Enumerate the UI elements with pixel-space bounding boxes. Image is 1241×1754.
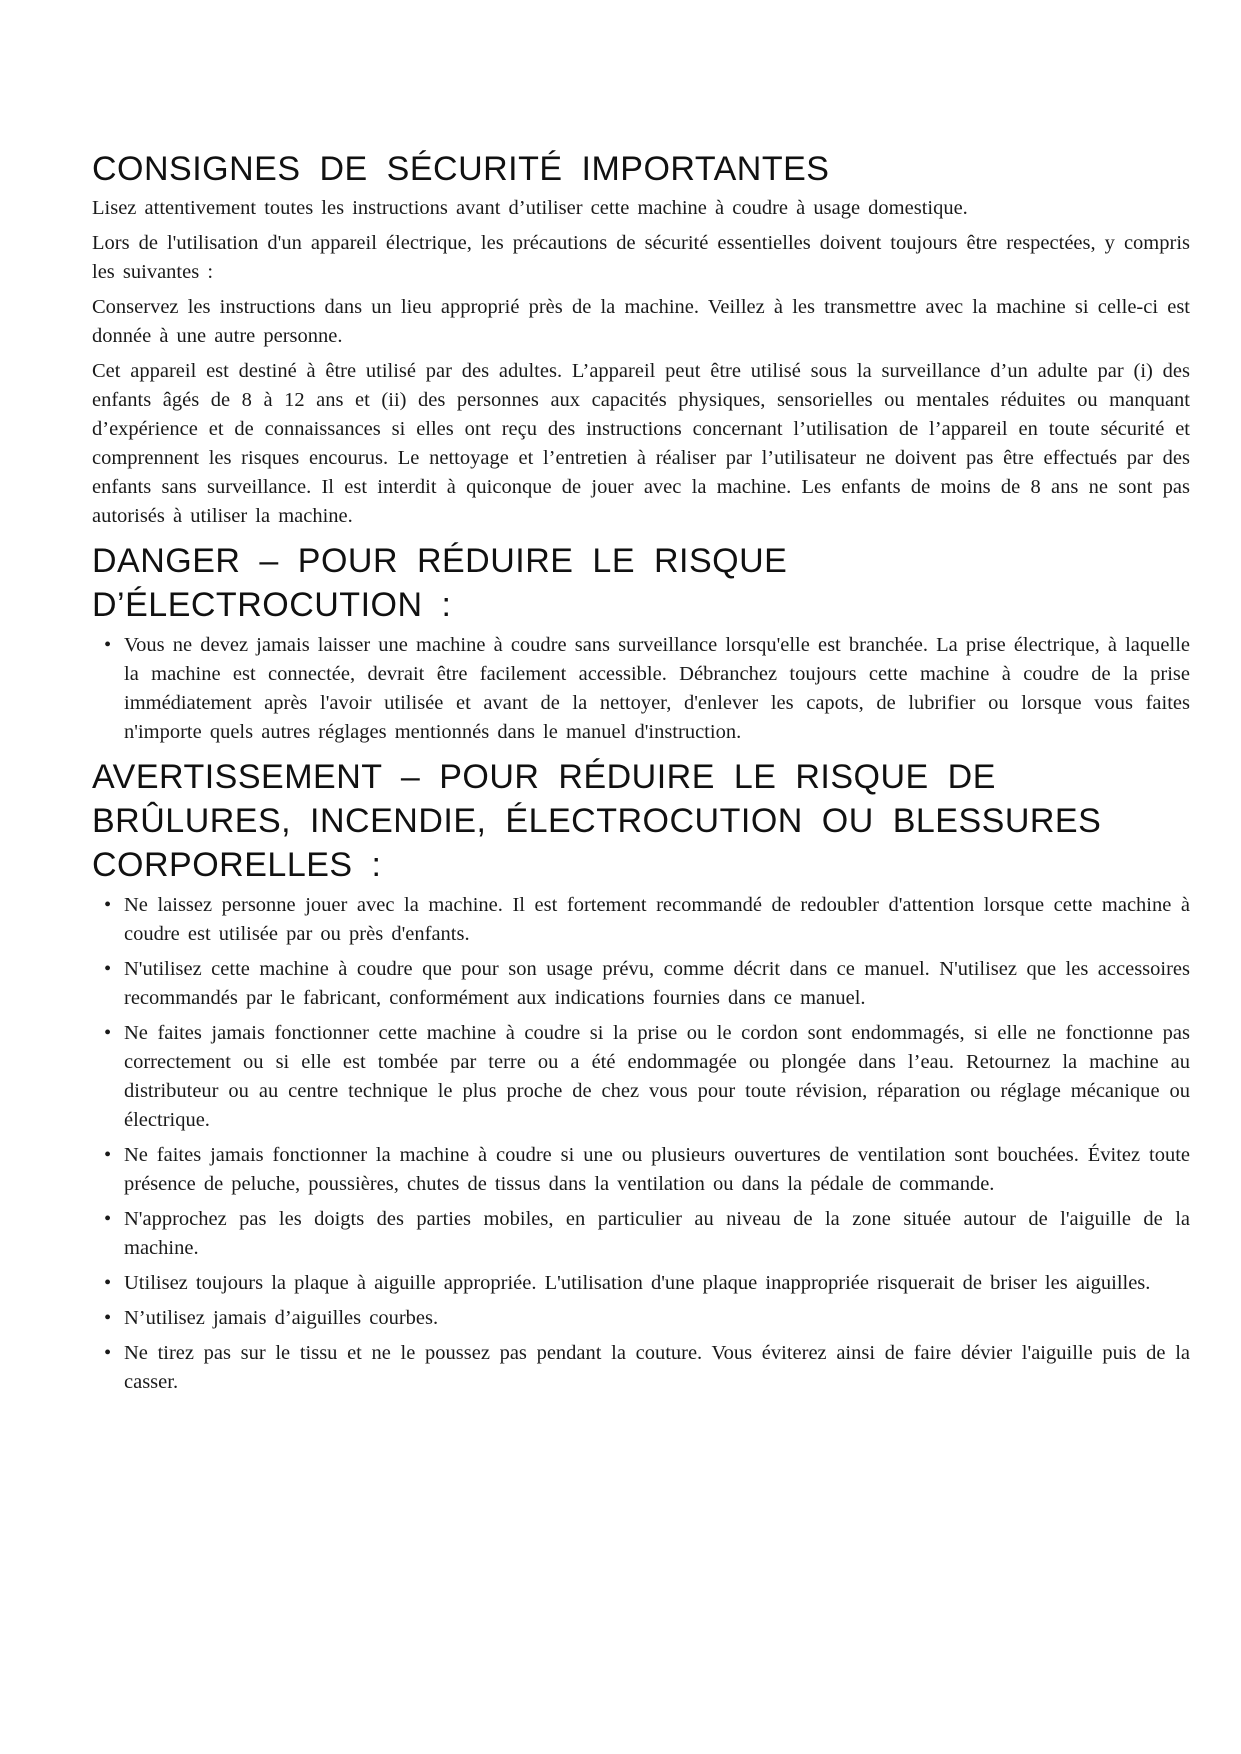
list-item-text: N'approchez pas les doigts des parties mobiles, en particulier au niveau de la zone située autour de l'aiguille de la machine. [124, 1208, 1190, 1259]
danger-heading-line-1: DANGER – POUR RÉDUIRE LE RISQUE [92, 542, 788, 580]
list-item [92, 955, 1190, 1013]
list-item [92, 1339, 1190, 1397]
list-item-text: Ne faites jamais fonctionner la machine à coudre si une ou plusieurs ouvertures de ventilation sont bouchées. Évitez toute présence de peluche, poussières, chutes de tissus dans la ventilation ou dans la pédale de commande. [124, 1144, 1190, 1195]
list-item-text: N'utilisez cette machine à coudre que pour son usage prévu, comme décrit dans ce manuel. N'utilisez que les accessoires recommandés par le fabricant, conformément aux indications fournies dans ce manuel. [124, 958, 1190, 1009]
intro-paragraph-adults-children: Cet appareil est destiné à être utilisé par des adultes. L’appareil peut être utilisé sous la surveillance d’un adulte par (i) des enfants âgés de 8 à 12 ans et (ii) des personnes aux capacités physiques, sensorielles ou mentales réduites ou manquant d’expérience et de connaissances si elles ont reçu des instructions concernant l’utilisation de l’appareil en toute sécurité et comprennent les risques encourus. Le nettoyage et l’entretien à réaliser par l’utilisateur ne doivent pas être effectués par des enfants sans surveillance. Il est interdit à quiconque de jouer avec la machine. Les enfants de moins de 8 ans ne sont pas autorisés à utiliser la machine. [92, 360, 1190, 527]
list-item [92, 631, 1190, 747]
list-item [92, 1141, 1190, 1199]
bullet-icon: • [104, 1144, 112, 1166]
list-item-text: Ne laissez personne jouer avec la machine. Il est fortement recommandé de redoubler d'attention lorsque cette machine à coudre est utilisée par ou près d'enfants. [124, 894, 1190, 945]
list-item [92, 1269, 1190, 1298]
warning-heading-line-1: AVERTISSEMENT – POUR RÉDUIRE LE RISQUE DE [92, 758, 996, 796]
intro-paragraph-keep-instructions: Conservez les instructions dans un lieu approprié près de la machine. Veillez à les transmettre avec la machine si celle-ci est donnée à une autre personne. [92, 296, 1190, 347]
warning-heading [92, 755, 1190, 887]
list-item [92, 1205, 1190, 1263]
bullet-icon: • [104, 894, 112, 916]
intro-paragraph-read: Lisez attentivement toutes les instructions avant d’utiliser cette machine à coudre à usage domestique. [92, 197, 968, 219]
danger-list [92, 631, 1190, 747]
list-item [92, 1304, 1190, 1333]
bullet-icon: • [104, 1307, 112, 1329]
list-item-text: Ne faites jamais fonctionner cette machine à coudre si la prise ou le cordon sont endommagés, si elle ne fonctionne pas correctement ou si elle est tombée par terre ou a été endommagée ou plongée dans l’eau. Retournez la machine au distributeur ou au centre technique le plus proche de chez vous pour toute révision, réparation ou réglage mécanique ou électrique. [124, 1022, 1190, 1131]
list-item-text: Ne tirez pas sur le tissu et ne le poussez pas pendant la couture. Vous éviterez ainsi de faire dévier l'aiguille puis de la casser. [124, 1342, 1190, 1393]
list-item [92, 1019, 1190, 1135]
danger-heading-line-2: D’ÉLECTROCUTION : [92, 586, 452, 624]
list-item-text: Vous ne devez jamais laisser une machine à coudre sans surveillance lorsqu'elle est branchée. La prise électrique, à laquelle la machine est connectée, devrait être facilement accessible. Débranchez toujours cette machine à coudre de la prise immédiatement après l'avoir utilisée et avant de la nettoyer, d'enlever les capots, de lubrifier ou lorsque vous faites n'importe quels autres réglages mentionnés dans le manuel d'instruction. [124, 634, 1190, 743]
list-item-text: N’utilisez jamais d’aiguilles courbes. [124, 1307, 439, 1329]
warning-heading-line-2: BRÛLURES, INCENDIE, ÉLECTROCUTION OU BLESSURES [92, 802, 1102, 840]
bullet-icon: • [104, 1342, 112, 1364]
bullet-icon: • [104, 1208, 112, 1230]
bullet-icon: • [104, 1272, 112, 1294]
intro-paragraph-precautions: Lors de l'utilisation d'un appareil électrique, les précautions de sécurité essentielles doivent toujours être respectées, y compris les suivantes : [92, 232, 1190, 283]
bullet-icon: • [104, 958, 112, 980]
danger-heading [92, 539, 1190, 627]
warning-list [92, 891, 1190, 1397]
list-item [92, 891, 1190, 949]
bullet-icon: • [104, 634, 112, 656]
list-item-text: Utilisez toujours la plaque à aiguille appropriée. L'utilisation d'une plaque inappropriée risquerait de briser les aiguilles. [124, 1272, 1151, 1294]
safety-instructions-page [92, 148, 1190, 1403]
bullet-icon: • [104, 1022, 112, 1044]
main-title: CONSIGNES DE SÉCURITÉ IMPORTANTES [92, 150, 830, 188]
warning-heading-line-3: CORPORELLES : [92, 846, 382, 884]
